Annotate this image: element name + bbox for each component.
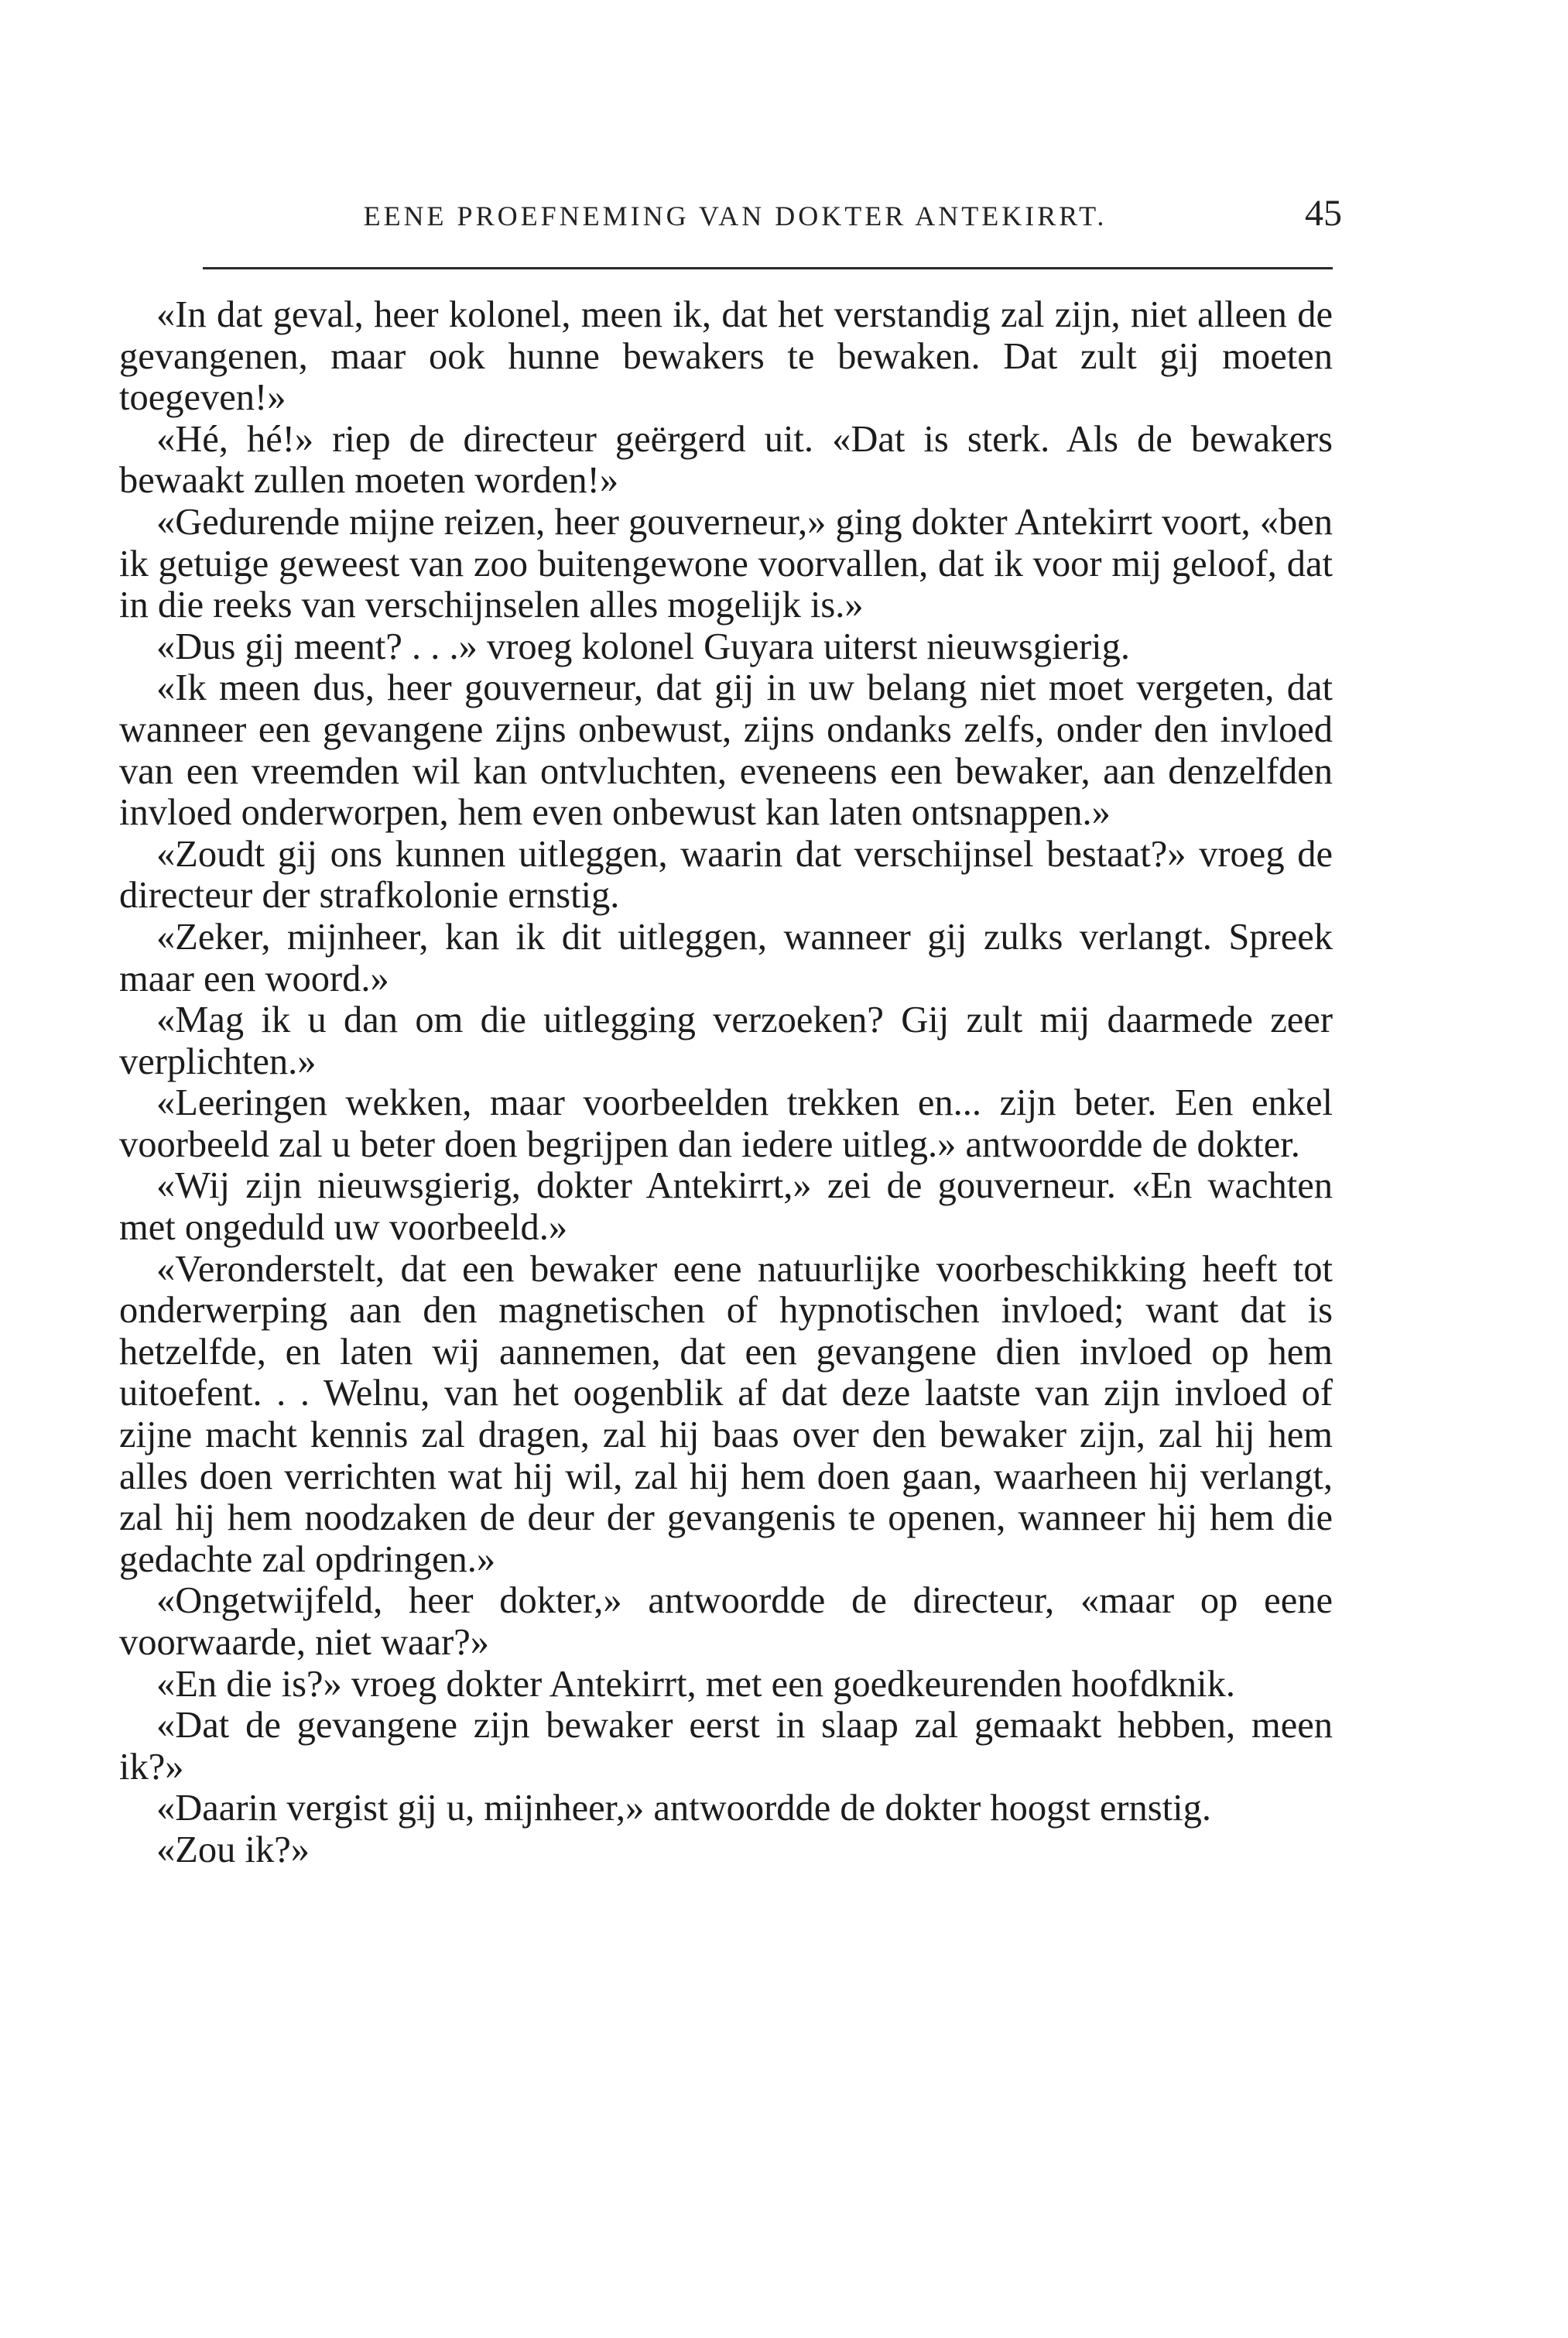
paragraph: «Dus gij meent? . . .» vroeg kolonel Guyara uiterst nieuwsgierig. (156, 626, 1131, 667)
header-rule (203, 267, 1333, 269)
paragraph: «Ik meen dus, heer gouverneur, dat gij in uw belang niet moet vergeten, dat wanneer een gevangene zijns onbewust, zijns ondanks zelfs, onder den invloed van een vreemden wil kan ontvluchten, eveneens een bewaker, aan denzelfden invloed onderworpen, hem even onbewust kan laten ontsnappen.» (119, 667, 1333, 834)
paragraph: «Hé, hé!» riep de directeur geërgerd uit. «Dat is sterk. Als de bewakers bewaakt zullen moeten worden!» (119, 418, 1333, 502)
paragraph: «Zoudt gij ons kunnen uitleggen, waarin dat verschijnsel bestaat?» vroeg de directeur der strafkolonie ernstig. (119, 833, 1333, 917)
paragraph: «Zeker, mijnheer, kan ik dit uitleggen, wanneer gij zulks verlangt. Spreek maar een woord.» (119, 916, 1333, 999)
paragraph: «En die is?» vroeg dokter Antekirrt, met een goedkeurenden hoofdknik. (156, 1663, 1235, 1705)
paragraph: «Veronderstelt, dat een bewaker eene natuurlijke voorbeschikking heeft tot onderwerping aan den magnetischen of hypnotischen invloed; want dat is hetzelfde, en laten wij aannemen, dat een gevangene dien invloed op hem uitoefent. . . Welnu, van het oogenblik af dat deze laatste van zijn invloed of zijne macht kennis zal dragen, zal hij baas over den bewaker zijn, zal hij hem alles doen verrichten wat hij wil, zal hij hem doen gaan, waarheen hij verlangt, zal hij hem noodzaken de deur der gevangenis te openen, wanneer hij hem die gedachte zal opdringen.» (119, 1248, 1333, 1580)
paragraph: «Mag ik u dan om die uitlegging verzoeken? Gij zult mij daarmede zeer verplichten.» (119, 999, 1333, 1082)
paragraph: «Daarin vergist gij u, mijnheer,» antwoordde de dokter hoogst ernstig. (156, 1788, 1211, 1829)
paragraph: «Zou ik?» (156, 1829, 310, 1870)
page-number: 45 (1305, 193, 1342, 234)
paragraph: «In dat geval, heer kolonel, meen ik, dat het verstandig zal zijn, niet alleen de gevangenen, maar ook hunne bewakers te bewaken. Dat zult gij moeten toegeven!» (119, 294, 1333, 419)
paragraph: «Leeringen wekken, maar voorbeelden trekken en... zijn beter. Een enkel voorbeeld zal u beter doen begrijpen dan iedere uitleg.» antwoordde de dokter. (119, 1082, 1333, 1165)
body-text (119, 294, 1333, 1871)
running-title: EENE PROEFNEMING VAN DOKTER ANTEKIRRT. (363, 201, 1108, 231)
paragraph: «Wij zijn nieuwsgierig, dokter Antekirrt,» zei de gouverneur. «En wachten met ongeduld uw voorbeeld.» (119, 1165, 1333, 1249)
paragraph: «Ongetwijfeld, heer dokter,» antwoordde de directeur, «maar op eene voorwaarde, niet waar?» (119, 1580, 1333, 1663)
paragraph: «Dat de gevangene zijn bewaker eerst in slaap zal gemaakt hebben, meen ik?» (119, 1705, 1333, 1788)
paragraph: «Gedurende mijne reizen, heer gouverneur,» ging dokter Antekirrt voort, «ben ik getuige geweest van zoo buitengewone voorvallen, dat ik voor mij geloof, dat in die reeks van verschijnselen alles mogelijk is.» (119, 501, 1333, 626)
